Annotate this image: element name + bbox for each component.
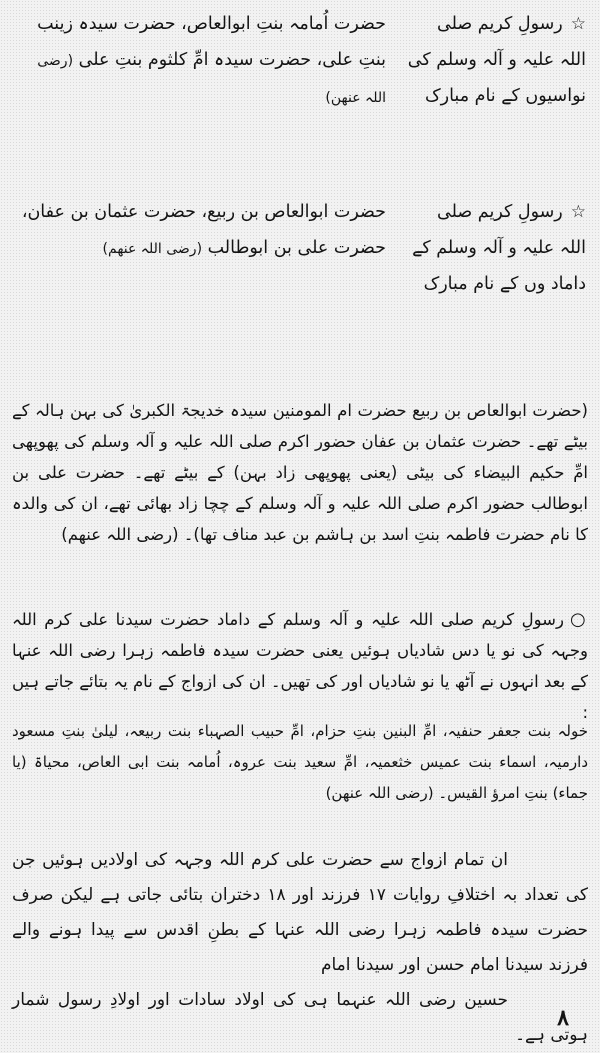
entry-label — [406, 6, 586, 114]
paragraph-descendants-text: ان تمام ازواج سے حضرت علی کرم اللہ وجہہ کی اولادیں ہوئیں جن کی تعداد بہ اختلافِ روایات ١٧ فرزند اور ١٨ دختران بتائی جاتی ہے لیکن صرف حضرت سیدہ فاطمہ زہرا رضی اللہ عنہا کے بطنِ اقدس سے پیدا ہونے والے فرزند سیدنا امام حسن اور سیدنا امام — [12, 850, 588, 975]
entry-value — [14, 6, 386, 116]
entry-granddaughters — [0, 6, 600, 182]
entry-value-note: (رضی اللہ عنھن) — [37, 53, 386, 106]
paragraph-wives-list: خولہ بنت جعفر حنفیہ، امِّ البنین بنتِ حزام، امِّ حبیب الصہباء بنت ربیعہ، لیلیٰ بنتِ مسعود دارمیہ، اسماء بنت عمیس خثعمیہ، امِّ سعید بنت عروہ، اُمامہ بنت ابی العاص، محیاۃ (یا جماء) بنتِ امرؤ القیس۔ (رضی اللہ عنھن) — [12, 722, 588, 802]
entry-value-text: حضرت اُمامہ بنتِ ابوالعاص، حضرت سیدہ زینب بنتِ علی، حضرت سیدہ امِّ کلثوم بنتِ علی — [37, 14, 386, 70]
star-icon: ☆ — [570, 14, 586, 34]
circle-bullet-icon: ○ — [569, 608, 588, 630]
entry-value-text: حضرت ابوالعاص بن ربیع، حضرت عثمان بن عفان، حضرت علی بن ابوطالب — [21, 202, 386, 258]
entry-label-text: رسولِ کریم صلی اللہ علیہ و آلہ وسلم کی نواسیوں کے نام مبارک — [407, 14, 586, 106]
star-icon: ☆ — [570, 202, 586, 222]
paragraph-descendants-last-line: حسین رضی اللہ عنہما ہی کی اولاد سادات اور اولادِ رسول شمار ہوتی ہے۔ — [12, 990, 588, 1045]
paragraph-descendants — [12, 843, 588, 1053]
entry-label-text: رسولِ کریم صلی اللہ علیہ و آلہ وسلم کے داماد وں کے نام مبارک — [412, 202, 586, 294]
entry-sons-in-law — [0, 194, 600, 369]
entry-label — [406, 194, 586, 302]
entry-value-note: (رضی اللہ عنھم) — [102, 241, 203, 257]
paragraph-ali-marriages-text: رسولِ کریم صلی اللہ علیہ و آلہ وسلم کے داماد حضرت سیدنا علی کرم اللہ وجہہ کی نو یا دس شادیاں ہوئیں یعنی حضرت سیدہ فاطمہ زہرا رضی اللہ عنہا کے بعد انہوں نے آٹھ یا نو شادیاں اور کی تھیں۔ ان کی ازواج کے نام یہ بتائے جاتے ہیں : — [12, 609, 588, 722]
paragraph-sons-in-law-lineage: (حضرت ابوالعاص بن ربیع حضرت ام المومنین سیدہ خدیجۃ الکبریٰ کی بہن ہالہ کے بیٹے تھے۔ حضرت عثمان بن عفان حضور اکرم صلی اللہ علیہ و آلہ وسلم کی پھوپھی امِّ حکیم البیضاء کی بیٹی (یعنی پھوپھی زاد بہن) کے بیٹے تھے۔ حضرت علی بن ابوطالب حضور اکرم صلی اللہ علیہ و آلہ وسلم کے چچا زاد بھائی تھے، ان کی والدہ کا نام حضرت فاطمہ بنتِ اسد بن ہاشم بن عبد مناف تھا)۔ (رضی اللہ عنھم) — [12, 400, 588, 544]
entry-value — [14, 194, 386, 267]
page-number: ٨ — [557, 1005, 569, 1031]
paragraph-ali-marriages — [12, 604, 588, 728]
